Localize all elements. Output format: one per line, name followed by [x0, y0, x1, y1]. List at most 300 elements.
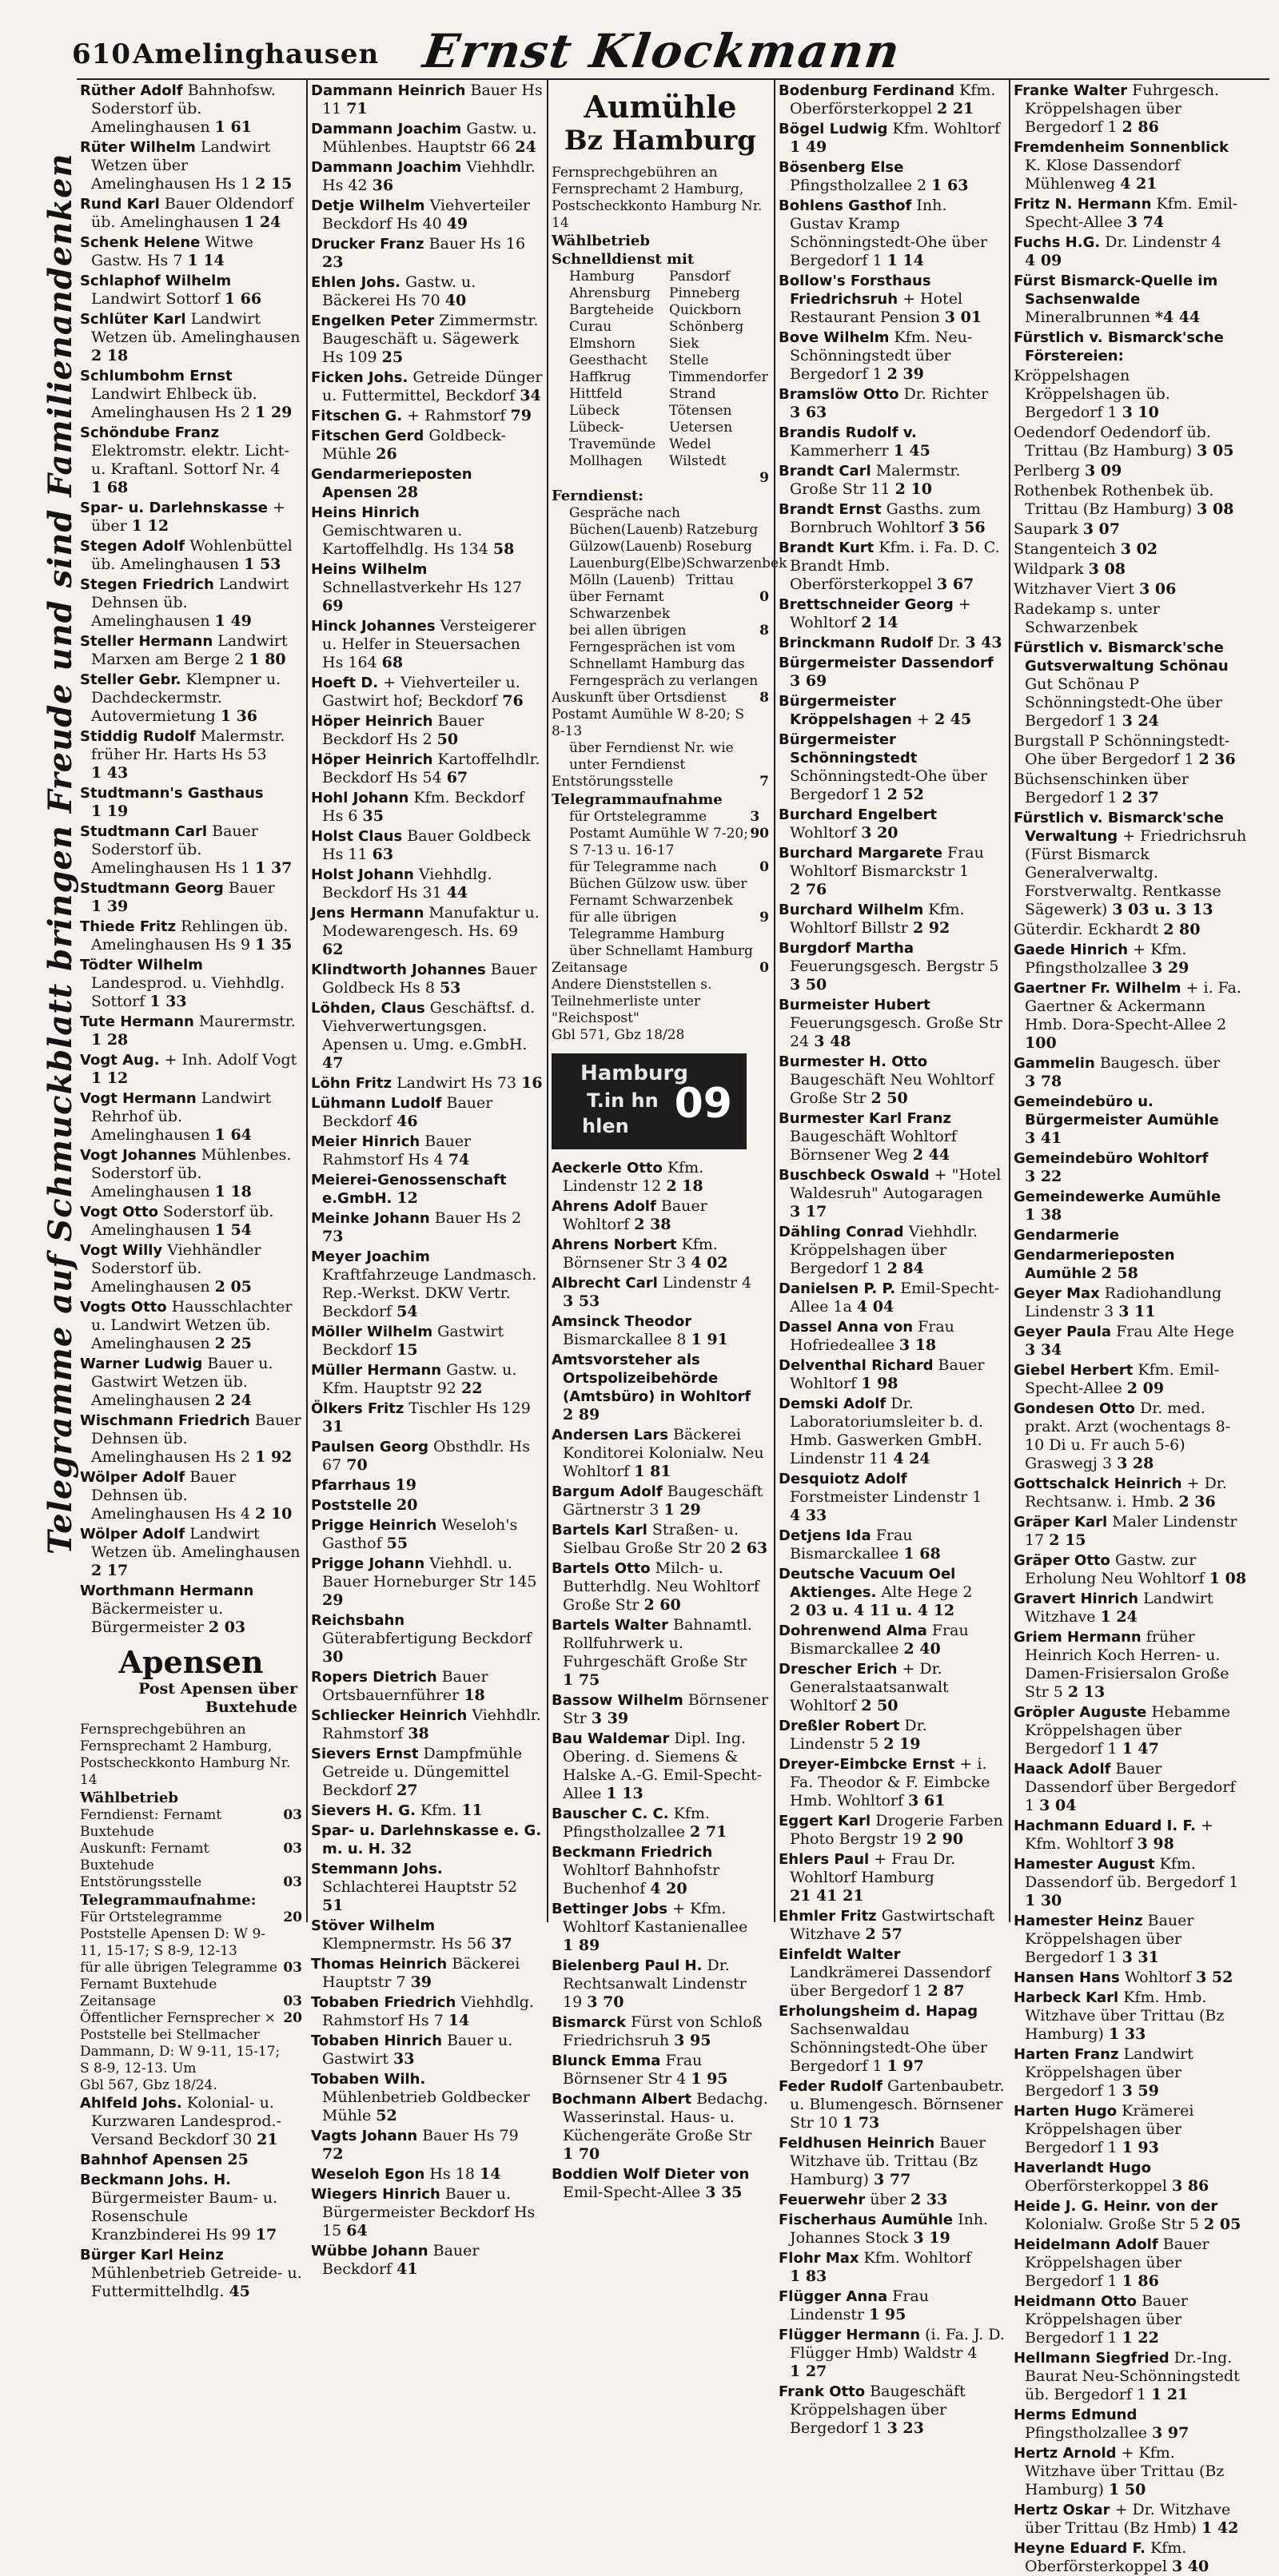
entry-details: Kfm. i. Fa. D. C. Brandt Hmb. Oberförsterkoppel: [790, 539, 1000, 593]
entry-details: Saupark: [1014, 520, 1078, 538]
entry-phone: 26: [376, 445, 397, 463]
auskunft-value: 8: [759, 690, 769, 706]
entry-name: Ropers Dietrich: [311, 1669, 437, 1686]
entry-phone: 2 50: [861, 1697, 898, 1714]
entry-details: Krämerei Kröppelshagen über Bergedorf 1: [1025, 2102, 1194, 2156]
directory-entry: [80, 424, 302, 497]
entry-phone: 1 47: [1122, 1740, 1159, 1758]
entry-phone: 32: [390, 1840, 412, 1857]
entry-details: + i. Fa. Theodor & F. Eimbcke Hmb. Wohltorf: [790, 1755, 990, 1810]
entry-name: Bürgermeister Kröppelshagen: [779, 693, 912, 728]
entry-details: Frau Bismarckallee: [790, 1527, 913, 1563]
place-name: Lauenburg(Elbe): [569, 555, 687, 571]
directory-entry: [552, 1843, 769, 1898]
schnelldienst-places: [552, 269, 769, 470]
entry-name: Tobaben Friedrich: [311, 1994, 456, 2011]
entry-phone: 70: [346, 1456, 368, 1474]
directory-entry: [1014, 1399, 1247, 1473]
gesp-left: [552, 522, 686, 589]
place-name: Geesthacht: [569, 352, 647, 368]
directory-entry: [779, 539, 1005, 594]
directory-entry: [1014, 1054, 1247, 1091]
directory-entry: [779, 1318, 1005, 1355]
entry-details: Wohltorf: [1124, 1969, 1192, 1986]
zeitansage-value: 0: [759, 960, 769, 976]
directory-entry: [779, 901, 1005, 938]
entry-name: Rüther Adolf: [80, 82, 183, 99]
entry-name: Haack Adolf: [1014, 1761, 1111, 1778]
fee-note-aumuehle: Fernsprechgebühren an Fernsprechamt 2 Hamburg, Postscheckkonto Hamburg Nr. 14: [552, 165, 763, 231]
entry-name: Drescher Erich: [779, 1661, 898, 1678]
place-name: Tötensen: [669, 403, 732, 419]
entry-name: Harten Franz: [1014, 2046, 1119, 2063]
entry-name: Feder Rudolf: [779, 2078, 883, 2095]
entry-details: Bauer Rahmstorf Hs 4: [322, 1133, 472, 1169]
entry-name: Burchard Engelbert: [779, 806, 938, 823]
entry-phone: 3 86: [1171, 2177, 1209, 2195]
directory-entry: [1014, 979, 1247, 1053]
entry-name: Gemeindebüro u. Bürgermeister Aumühle: [1014, 1093, 1219, 1129]
entry-name: Stöver Wilhelm: [311, 1917, 436, 1934]
directory-entry: [311, 1074, 543, 1093]
place-name: Gülzow(Lauenb): [569, 539, 683, 555]
directory-entry: [80, 1411, 302, 1467]
place-name: Quickborn: [669, 302, 742, 318]
directory-entry: [552, 1957, 769, 2012]
entry-phone: 1 12: [91, 1069, 129, 1087]
entry-name: Holst Johann: [311, 866, 414, 883]
place-name: Stelle: [669, 352, 709, 368]
entry-details: Bäckermeister u. Bürgermeister: [91, 1600, 224, 1636]
entry-details: Getreide Dünger u. Futtermittel, Beckdorf: [322, 368, 543, 404]
entry-phone: 1 68: [903, 1545, 941, 1563]
entry-name: Bürgermeister Dassendorf: [779, 655, 994, 671]
gespraeche-label: Gespräche nach: [569, 505, 680, 521]
entry-details: Radiohandlung Lindenstr 3: [1025, 1284, 1222, 1320]
entry-phone: 16: [521, 1074, 543, 1092]
entry-name: Ahlfeld Johs.: [80, 2095, 182, 2112]
directory-entry: [80, 1468, 302, 1523]
directory-entry: [1014, 2102, 1247, 2157]
entry-details: Gastw. u. Bäckerei Hs 70: [322, 273, 476, 309]
entry-name: Amtsvorsteher als Ortspolizeibehörde (Amtsbüro) in Wohltorf: [552, 1352, 751, 1405]
entry-name: Buschbeck Oswald: [779, 1167, 930, 1184]
entry-name: Gottschalck Heinrich: [1014, 1475, 1182, 1492]
entry-name: Drucker Franz: [311, 236, 424, 253]
entry-phone: 18: [464, 1686, 485, 1704]
entry-details: Maurermstr.: [198, 1013, 296, 1030]
directory-entry: [80, 499, 302, 536]
entry-phone: 2 36: [1198, 751, 1236, 768]
entry-phone: 44: [446, 884, 468, 902]
entry-phone: 3 69: [790, 672, 827, 690]
directory-entry: [779, 500, 1005, 537]
entry-phone: 15: [396, 1341, 418, 1359]
tele1-label: für Ortstelegramme Postamt Aumühle W 7-20; S 7-13 u. 16-17: [569, 809, 748, 858]
entry-name: Heidelmann Adolf: [1014, 2236, 1158, 2253]
entry-phone: 1 81: [634, 1463, 671, 1480]
entry-name: Burmester H. Otto: [779, 1053, 928, 1070]
zeitansage-label: Zeitansage: [552, 960, 628, 976]
entry-name: Schliecker Heinrich: [311, 1707, 468, 1724]
entry-phone: 2 52: [887, 786, 924, 803]
directory-entry: [552, 1351, 769, 1424]
entry-phone: 2 76: [790, 881, 827, 898]
directory-entry: [779, 692, 1005, 729]
entry-name: Pfarrhaus: [311, 1477, 391, 1494]
entry-name: Löhn Fritz: [311, 1075, 392, 1092]
directory-entry: [552, 1236, 769, 1272]
directory-entry: [80, 1298, 302, 1353]
entry-details: + Viehverteiler u. Gastwirt hof; Beckdorf: [322, 674, 520, 710]
directory-entry: [80, 2094, 302, 2149]
directory-entry: [1014, 1912, 1247, 1967]
entry-phone: 2 03 u. 4 11 u. 4 12: [790, 1602, 955, 1619]
directory-entry: [80, 1146, 302, 1201]
directory-entry: [311, 999, 543, 1073]
entry-details: Bauer Kröppelshagen über Bergedorf 1: [1025, 1912, 1194, 1966]
entry-phone: 3 06: [1139, 580, 1177, 598]
entry-details: Landesprod. u. Viehhdlg. Sottorf: [91, 974, 285, 1010]
directory-entry: [1014, 233, 1247, 270]
entry-details: + Kfm. Witzhave über Trittau (Bz Hamburg): [1025, 2444, 1225, 2498]
directory-entry: [779, 1223, 1005, 1278]
ad-line-1: Hamburg: [580, 1061, 688, 1085]
directory-entry: [779, 996, 1005, 1051]
entry-phone: 2 15: [255, 175, 293, 193]
entry-name: Dähling Conrad: [779, 1224, 904, 1240]
entry-phone: 1 33: [149, 993, 187, 1010]
entry-details: + Dr. Witzhave über Trittau (Bz Hmb): [1025, 2501, 1231, 2537]
entry-name: Fitschen Gerd: [311, 428, 424, 444]
entry-details: Landwirt Wetzen üb. Amelinghausen: [91, 310, 301, 346]
entry-name: Albrecht Carl: [552, 1275, 658, 1292]
entry-details: früher Heinrich Koch Herren- u. Damen-Frisiersalon Große Str 5: [1025, 1628, 1229, 1701]
entry-phone: 72: [322, 2145, 344, 2163]
entry-name: Amsinck Theodor: [552, 1313, 692, 1330]
entry-phone: 3 50: [790, 976, 827, 993]
entry-name: Gendarmerie: [1014, 1227, 1119, 1244]
directory-entry: [1014, 580, 1247, 599]
entry-details: Kfm. Dassendorf üb. Bergedorf 1: [1025, 1855, 1239, 1891]
entry-name: Brinckmann Rudolf: [779, 635, 933, 651]
entry-phone: 1 70: [563, 2145, 600, 2163]
directory-entry: [779, 844, 1005, 899]
directory-entry: [552, 1483, 769, 1519]
directory-entry: [1014, 1188, 1247, 1224]
auskunft2-label: über Ferndienst Nr. wie unter Ferndienst: [569, 740, 734, 773]
entry-name: Bau Waldemar: [552, 1730, 670, 1747]
service-value: 03: [283, 1841, 302, 1857]
entry-phone: 1 63: [931, 177, 969, 194]
entry-name: Hertz Oskar: [1014, 2502, 1110, 2518]
entry-phone: 2 50: [871, 1089, 908, 1107]
entry-phone: 3 07: [1082, 520, 1120, 538]
entry-details: + über: [91, 499, 285, 535]
entry-details: Schnellastverkehr Hs 127: [322, 579, 523, 596]
directory-entry: [552, 2013, 769, 2050]
directory-entry: [552, 1426, 769, 1481]
entry-details: Obsthdlr. Hs 67: [322, 1438, 530, 1474]
entry-name: Fürstlich v. Bismarck'sche Gutsverwaltung Schönau: [1014, 639, 1229, 675]
entry-phone: 1 97: [887, 2057, 924, 2075]
directory-entry: [552, 1616, 769, 1690]
entry-details: Viehhdl. u. Bauer Horneburger Str 145: [322, 1555, 537, 1591]
entry-name: Höper Heinrich: [311, 751, 433, 768]
place-name: Curau: [569, 319, 612, 335]
directory-entry: [80, 2246, 302, 2301]
entry-details: Kammerherr: [790, 442, 889, 460]
entry-name: Dohrenwend Alma: [779, 1622, 927, 1639]
entry-details: Manufaktur u. Modewarengesch. Hs. 69: [322, 904, 540, 940]
entry-phone: 51: [322, 1897, 344, 1914]
entry-details: Landwirt Ehlbeck üb. Amelinghausen Hs 2: [91, 385, 257, 421]
directory-entry: [80, 1051, 302, 1088]
entry-name: Klindtworth Johannes: [311, 962, 486, 978]
entry-phone: 3 08: [1197, 500, 1234, 518]
entry-name: Studtmann Carl: [80, 823, 208, 840]
directory-entry: [1014, 540, 1247, 559]
entry-phone: 67: [446, 769, 468, 786]
entry-details: Bauer Dassendorf über Bergedorf 1: [1025, 1760, 1236, 1814]
directory-entry: [80, 671, 302, 726]
entry-phone: 3 77: [874, 2171, 911, 2188]
entry-name: Poststelle: [311, 1497, 392, 1514]
directory-entry: [779, 120, 1005, 157]
entry-name: Lühmann Ludolf: [311, 1095, 442, 1112]
entry-name: Bielenberg Paul H.: [552, 1957, 703, 1974]
entry-details: + Inh. Adolf Vogt: [164, 1051, 297, 1069]
entry-phone: 3 61: [908, 1792, 946, 1810]
directory-entry: [80, 272, 302, 309]
entry-name: Hoeft D.: [311, 675, 379, 691]
directory-entry: [1014, 921, 1247, 939]
tele2-label: für Telegramme nach Büchen Gülzow usw. über Fernamt Schwarzenbek: [569, 859, 747, 909]
directory-entry: [779, 2326, 1005, 2381]
directory-entry: [311, 312, 543, 367]
entry-name: Brettschneider Georg: [779, 596, 954, 613]
service-row: [80, 1874, 302, 1891]
column-2-entries: [311, 82, 543, 2279]
entry-name: Brandt Ernst: [779, 501, 882, 518]
entry-details: Hs 18: [429, 2165, 475, 2183]
entry-phone: 1 13: [606, 1785, 643, 1802]
entry-phone: 1 50: [1109, 2481, 1146, 2498]
entry-name: Vagts Johann: [311, 2128, 418, 2144]
entry-name: Detje Wilhelm: [311, 197, 425, 214]
entry-phone: 2 89: [563, 1406, 600, 1423]
entry-details: Viehhdlr. Kröppelshagen über Bergedorf 1: [790, 1223, 978, 1277]
entry-details: Bauer u. Gastwirt: [322, 2032, 513, 2068]
entry-phone: 2 18: [666, 1177, 703, 1195]
entry-phone: 4 21: [1120, 175, 1157, 193]
directory-entry: [779, 1660, 1005, 1715]
directory-entry: [1014, 560, 1247, 579]
directory-entry: [779, 1109, 1005, 1165]
place-name: Pinneberg: [669, 285, 740, 301]
entry-details: Bauer Beckdorf: [322, 2242, 480, 2278]
entry-name: Bauscher C. C.: [552, 1806, 669, 1822]
entry-phone: 1 98: [861, 1375, 898, 1392]
directory-entry: [1014, 1590, 1247, 1626]
entry-details: Feuerungsgesch. Bergstr 5: [790, 958, 999, 975]
entry-details: Pfingstholzallee 2: [790, 177, 927, 194]
entry-details: Baugeschäft Neu Wohltorf Große Str: [790, 1071, 994, 1107]
entry-details: Pfingstholzallee: [1025, 2424, 1147, 2442]
entry-details: Oedendorf Oedendorf üb. Trittau (Bz Hamburg): [1014, 424, 1211, 460]
entry-phone: 2 21: [936, 100, 974, 117]
entry-name: Fuchs H.G.: [1014, 234, 1101, 251]
directory-entry: [1014, 2349, 1247, 2404]
entry-name: Haverlandt Hugo: [1014, 2160, 1152, 2176]
directory-entry: [1014, 2159, 1247, 2196]
entry-details: Landwirt Dehnsen üb. Amelinghausen: [91, 575, 289, 630]
entry-phone: 1 24: [1100, 1608, 1138, 1626]
entry-details: Bauer Beckdorf Hs 2: [322, 712, 484, 748]
entry-phone: 1 73: [843, 2114, 880, 2132]
entry-details: Bedachg. Wasserinstal. Haus- u. Küchengeräte Große Str: [563, 2090, 768, 2144]
entry-details: Inh. Johannes Stock: [790, 2211, 989, 2247]
entry-name: Hamester Heinz: [1014, 1913, 1143, 1929]
entry-phone: 33: [393, 2050, 415, 2068]
directory-entry: [311, 904, 543, 959]
entry-phone: 3 20: [861, 824, 898, 842]
entry-name: Fitschen G.: [311, 408, 403, 424]
directory-entry: [80, 2151, 302, 2169]
directory-entry: [1014, 1513, 1247, 1550]
entry-phone: 2 17: [91, 1562, 129, 1579]
service-value: 03: [283, 1874, 302, 1890]
directory-entry: [311, 82, 543, 118]
entry-phone: 49: [446, 215, 468, 233]
apensen-entries: [80, 2094, 302, 2301]
entry-name: Franke Walter: [1014, 82, 1128, 99]
entry-details: Landwirt Hs 73: [396, 1074, 517, 1092]
entry-phone: 11: [461, 1802, 483, 1819]
entry-name: Bohlens Gasthof: [779, 197, 912, 214]
entry-details: + Dr. Generalstaatsanwalt Wohltorf: [790, 1660, 949, 1714]
entry-phone: 1 83: [790, 2267, 827, 2285]
directory-entry: [1014, 809, 1247, 919]
entry-name: Fremdenheim Sonnenblick: [1014, 139, 1229, 156]
ad-number: 09: [674, 1080, 732, 1128]
directory-entry: [1014, 1093, 1247, 1148]
directory-entry: [552, 1521, 769, 1558]
entry-details: Fürst von Schloß Friedrichsruh: [563, 2013, 763, 2049]
entry-name: Ölkers Fritz: [311, 1400, 404, 1417]
entry-phone: 3 24: [1122, 712, 1159, 730]
entry-phone: 1 93: [1122, 2139, 1159, 2156]
entry-phone: 64: [346, 2222, 368, 2240]
directory-entry: [80, 1013, 302, 1049]
directory-entry: [311, 407, 543, 425]
andere-note: Andere Dienststellen s. Teilnehmerliste unter "Reichspost": [552, 977, 712, 1026]
directory-entry: [311, 427, 543, 464]
entry-details: Radekamp s. unter Schwarzenbek: [1014, 600, 1160, 636]
directory-entry: [311, 1361, 543, 1398]
entry-phone: 1 21: [1151, 2386, 1189, 2403]
directory-entry: [1014, 770, 1247, 807]
entry-details: Kfm. Hmb. Witzhave über Trittau (Bz Hamburg): [1025, 1989, 1225, 2043]
directory-entry: [80, 956, 302, 1011]
entry-phone: 3 10: [1122, 404, 1159, 421]
entry-details: Bauer Kröppelshagen über Bergedorf 1: [1025, 2236, 1209, 2290]
directory-entry: [779, 462, 1005, 499]
entry-details: Bauer Oldendorf üb. Amelinghausen: [91, 195, 293, 231]
entry-details: Bauer Ortsbauernführer: [322, 1668, 488, 1704]
directory-entry: [779, 1395, 1005, 1468]
entry-name: Hertz Arnold: [1014, 2445, 1117, 2462]
directory-entry: [80, 138, 302, 193]
entry-phone: 4 09: [1025, 252, 1062, 269]
entry-details: Dampfmühle Getreide u. Düngemittel Beckdorf: [322, 1745, 523, 1799]
entry-name: Meier Hinrich: [311, 1133, 420, 1150]
entry-details: Kfm. Emil-Specht-Allee: [1025, 195, 1238, 231]
entry-details: Bauer Dehnsen üb. Amelinghausen Hs 2: [91, 1411, 301, 1466]
entry-details: Straßen- u. Sielbau Große Str 20: [563, 1521, 739, 1557]
entry-details: Gastw. u. Kfm. Hauptstr 92: [322, 1361, 517, 1397]
entry-phone: 73: [322, 1228, 344, 1245]
entry-details: Viehhändler Soderstorf üb. Amelinghausen: [91, 1241, 261, 1296]
entry-name: Detjens Ida: [779, 1527, 871, 1544]
entry-details: Bauer Hs 2: [434, 1209, 522, 1227]
entry-phone: 47: [322, 1054, 344, 1072]
entry-details: Forstmeister Lindenstr 1: [790, 1488, 982, 1506]
entry-phone: 2 10: [895, 480, 932, 498]
directory-entry: [80, 879, 302, 916]
entry-name: Holst Claus: [311, 828, 403, 845]
entry-name: Delventhal Richard: [779, 1357, 934, 1374]
entry-details: Büchsenschinken über Bergedorf 1: [1014, 770, 1189, 806]
entry-details: Feuerungsgesch. Große Str 24: [790, 1014, 1002, 1050]
column-divider: [547, 80, 548, 1922]
entry-details: + Hotel Restaurant Pension: [790, 290, 963, 326]
entry-phone: 1 24: [244, 213, 281, 231]
entry-details: Kfm. Wohltorf: [892, 120, 1001, 137]
entry-name: Steller Hermann: [80, 633, 213, 650]
directory-entry: [779, 328, 1005, 384]
entry-details: Kfm. Neu-Schönningstedt über Bergedorf 1: [790, 328, 973, 383]
entry-phone: 4 33: [790, 1507, 827, 1524]
service-row: [80, 1960, 302, 1993]
entry-details: Fuhrgesch. Kröppelshagen über Bergedorf 1: [1025, 82, 1220, 136]
entry-phone: 3 74: [1126, 213, 1165, 231]
entry-details: Gastwirt Beckdorf: [322, 1323, 504, 1359]
entry-name: Schlaphof Wilhelm: [80, 273, 232, 289]
entry-details: + "Hotel Waldesruh" Autogaragen: [790, 1166, 1002, 1202]
entry-details: Bauer Soderstorf üb. Amelinghausen Hs 1: [91, 822, 258, 877]
entry-name: Wölper Adolf: [80, 1469, 185, 1486]
directory-entry: [311, 2242, 543, 2279]
entry-name: Gaede Hinrich: [1014, 942, 1129, 958]
entry-name: Beckmann Friedrich: [552, 1844, 713, 1861]
place-name: Schwarzenbek: [686, 555, 787, 571]
entry-phone: 20: [396, 1496, 418, 1514]
entst-row: [552, 774, 769, 790]
entry-name: Geyer Paula: [1014, 1324, 1112, 1340]
directory-entry: [311, 1476, 543, 1495]
entry-details: + Frau Dr. Wohltorf Hamburg: [790, 1850, 956, 1886]
entry-details: Baugeschäft Kröppelshagen über Bergedorf 1: [790, 2383, 966, 2437]
entry-name: Ficken Johs.: [311, 369, 408, 386]
entry-phone: 1 92: [255, 1448, 293, 1466]
entry-name: Brandis Rudolf v.: [779, 424, 917, 441]
directory-entry: [311, 1611, 543, 1666]
directory-entry: [1014, 639, 1247, 731]
entry-name: Bürgermeister Schönningstedt: [779, 731, 918, 766]
entry-name: Geyer Max: [1014, 1285, 1100, 1302]
directory-entry: [311, 866, 543, 902]
